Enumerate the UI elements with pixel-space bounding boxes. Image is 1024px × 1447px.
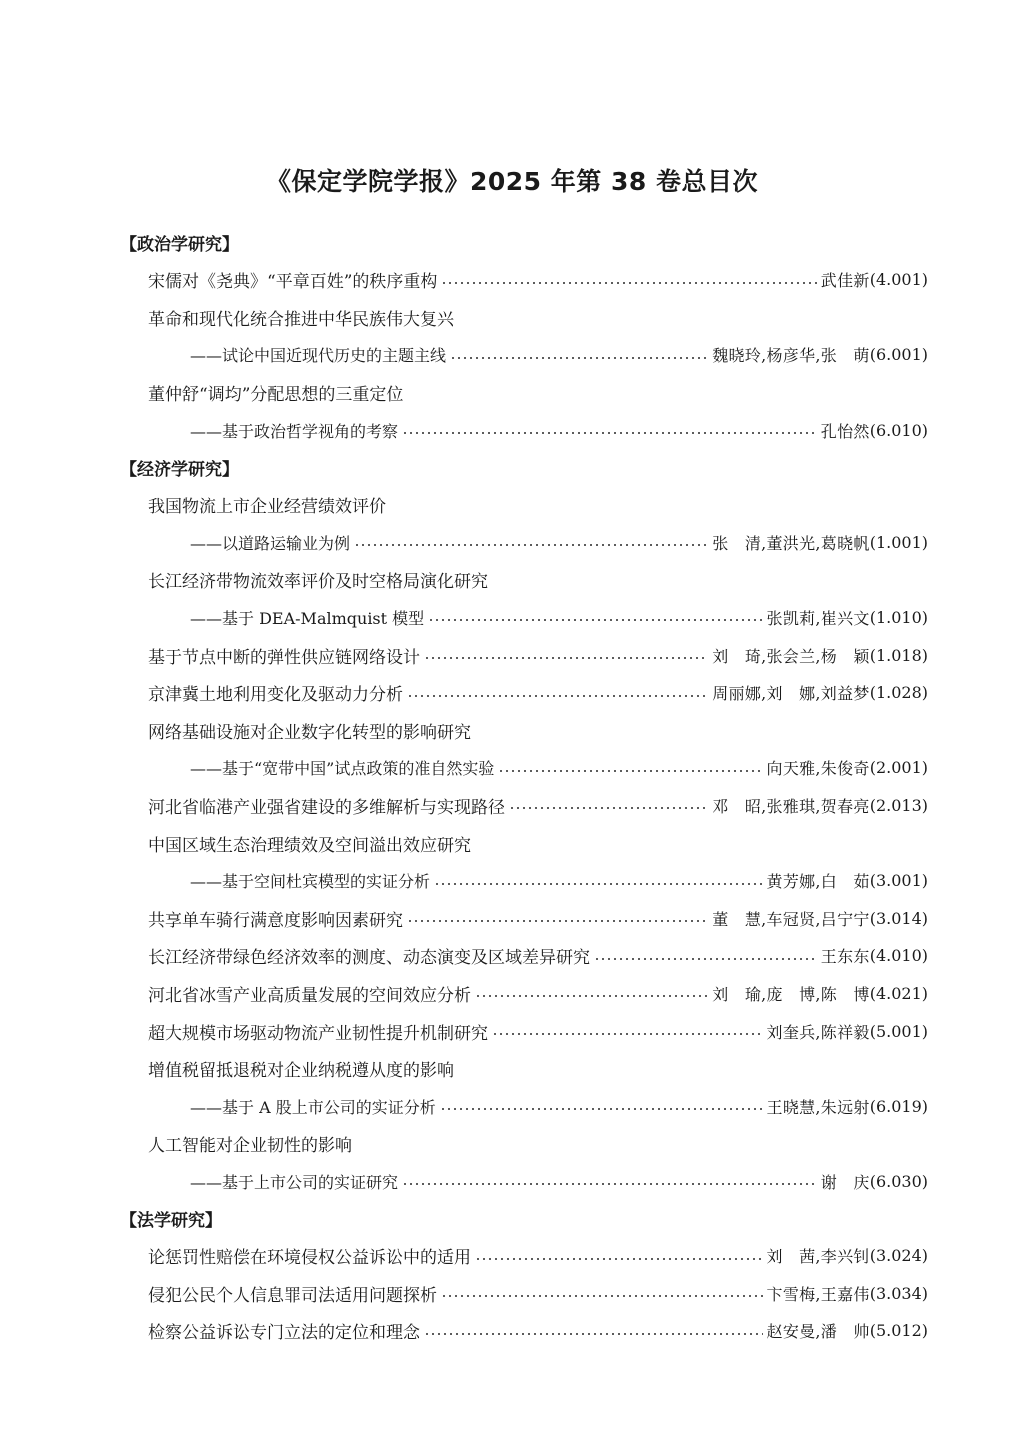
entry-page: (1.028) — [869, 683, 928, 703]
entry-title: 我国物流上市企业经营绩效评价 — [148, 497, 386, 518]
entry-page: (5.001) — [869, 1021, 928, 1041]
toc-entry[interactable] — [148, 1019, 928, 1043]
entry-page: (3.014) — [869, 908, 928, 928]
entry-page: (6.030) — [869, 1171, 928, 1191]
toc-entry-title — [148, 568, 928, 592]
toc-entry-title — [148, 718, 928, 742]
entry-title: 长江经济带物流效率评价及时空格局演化研究 — [148, 572, 488, 593]
entry-subtitle: ——基于“宽带中国”试点政策的准自然实验 — [190, 759, 495, 779]
entry-title: 宋儒对《尧典》“平章百姓”的秩序重构 — [148, 272, 438, 293]
dot-leader — [354, 544, 708, 546]
toc-entry[interactable] — [190, 756, 928, 780]
dot-leader — [509, 807, 708, 809]
toc-entry[interactable] — [148, 944, 928, 968]
toc-entry[interactable] — [190, 869, 928, 893]
toc-entry-title — [148, 380, 928, 404]
entry-title: 网络基础设施对企业数字化转型的影响研究 — [148, 722, 471, 743]
entry-authors: 张 清,董洪光,葛晓帆 — [712, 533, 870, 553]
entry-subtitle: ——基于政治哲学视角的考察 — [190, 421, 399, 441]
dot-leader — [424, 657, 708, 659]
dot-leader — [402, 432, 817, 434]
toc-entry[interactable] — [190, 1169, 928, 1193]
toc-entry[interactable] — [148, 793, 928, 817]
entry-page: (4.001) — [869, 270, 928, 290]
dot-leader — [475, 1258, 763, 1260]
entry-title: 侵犯公民个人信息罪司法适用问题探析 — [148, 1285, 437, 1306]
entry-subtitle: ——基于空间杜宾模型的实证分析 — [190, 872, 431, 892]
entry-page: (2.013) — [869, 795, 928, 815]
entry-page: (3.034) — [869, 1283, 928, 1303]
toc-entry[interactable] — [148, 643, 928, 667]
toc-entry-title — [148, 1132, 928, 1156]
toc-entry[interactable] — [148, 1319, 928, 1343]
entry-title: 河北省临港产业强省建设的多维解析与实现路径 — [148, 797, 505, 818]
entry-title: 增值税留抵退税对企业纳税遵从度的影响 — [148, 1061, 454, 1082]
entry-title: 长江经济带绿色经济效率的测度、动态演变及区域差异研究 — [148, 948, 590, 969]
entry-title: 革命和现代化统合推进中华民族伟大复兴 — [148, 309, 454, 330]
entry-subtitle: ——基于上市公司的实证研究 — [190, 1172, 399, 1192]
toc-entry[interactable] — [148, 1281, 928, 1305]
entry-authors: 刘 茜,李兴钊 — [766, 1247, 870, 1267]
dot-leader — [402, 1183, 817, 1185]
dot-leader — [434, 883, 763, 885]
entry-authors: 张凯莉,崔兴文 — [766, 608, 870, 628]
dot-leader — [407, 920, 708, 922]
entry-authors: 谢 庆 — [820, 1172, 870, 1192]
entry-page: (1.010) — [869, 607, 928, 627]
entry-page: (2.001) — [869, 758, 928, 778]
entry-page: (4.021) — [869, 983, 928, 1003]
dot-leader — [424, 1333, 763, 1335]
entry-title: 论惩罚性赔偿在环境侵权公益诉讼中的适用 — [148, 1248, 471, 1269]
dot-leader — [440, 1108, 763, 1110]
entry-authors: 刘 瑜,庞 博,陈 博 — [712, 984, 870, 1004]
entry-authors: 周丽娜,刘 娜,刘益梦 — [712, 684, 870, 704]
toc-entry-title — [148, 493, 928, 517]
dot-leader — [498, 770, 762, 772]
entry-title: 基于节点中断的弹性供应链网络设计 — [148, 647, 420, 668]
toc-entry[interactable] — [190, 418, 928, 442]
entry-authors: 孔怡然 — [820, 421, 870, 441]
entry-subtitle: ——以道路运输业为例 — [190, 533, 351, 553]
toc-entry-title — [148, 1057, 928, 1081]
toc-entry[interactable] — [148, 1244, 928, 1268]
toc-entry[interactable] — [190, 605, 928, 629]
section-heading: 【法学研究】 — [120, 1211, 222, 1231]
entry-authors: 邓 昭,张雅琪,贺春亮 — [712, 796, 870, 816]
entry-title: 河北省冰雪产业高质量发展的空间效应分析 — [148, 985, 471, 1006]
entry-page: (6.001) — [869, 345, 928, 365]
entry-title: 董仲舒“调均”分配思想的三重定位 — [148, 384, 404, 405]
entry-title: 超大规模市场驱动物流产业韧性提升机制研究 — [148, 1023, 488, 1044]
section-heading: 【经济学研究】 — [120, 460, 239, 480]
dot-leader — [441, 1295, 763, 1297]
entry-page: (1.018) — [869, 645, 928, 665]
entry-page: (5.012) — [869, 1321, 928, 1341]
toc-entry-title — [148, 831, 928, 855]
toc-entry[interactable] — [148, 906, 928, 930]
toc-entry[interactable] — [190, 530, 928, 554]
entry-authors: 王晓慧,朱远射 — [766, 1097, 870, 1117]
entry-authors: 董 慧,车冠贤,吕宁宁 — [712, 909, 870, 929]
toc-entry[interactable] — [148, 268, 928, 292]
entry-page: (3.024) — [869, 1246, 928, 1266]
entry-page: (1.001) — [869, 532, 928, 552]
entry-authors: 王东东 — [820, 947, 870, 967]
toc-entry[interactable] — [148, 681, 928, 705]
entry-subtitle: ——基于 DEA-Malmquist 模型 — [190, 608, 425, 628]
dot-leader — [492, 1033, 763, 1035]
entry-subtitle: ——基于 A 股上市公司的实证分析 — [190, 1097, 436, 1117]
entry-title: 检察公益诉讼专门立法的定位和理念 — [148, 1323, 420, 1344]
dot-leader — [428, 619, 762, 621]
entry-page: (6.019) — [869, 1096, 928, 1116]
dot-leader — [475, 995, 708, 997]
entry-title: 中国区域生态治理绩效及空间溢出效应研究 — [148, 835, 471, 856]
toc-entry[interactable] — [190, 1094, 928, 1118]
entry-authors: 刘奎兵,陈祥毅 — [766, 1022, 870, 1042]
entry-title: 人工智能对企业韧性的影响 — [148, 1136, 352, 1157]
entry-authors: 卞雪梅,王嘉伟 — [766, 1284, 870, 1304]
entry-page: (3.001) — [869, 871, 928, 891]
entry-authors: 武佳新 — [820, 271, 870, 291]
toc-entry[interactable] — [148, 981, 928, 1005]
entry-authors: 魏晓玲,杨彦华,张 萌 — [712, 346, 870, 366]
dot-leader — [594, 958, 817, 960]
page-title: 《保定学院学报》2025 年第 38 卷总目次 — [266, 167, 758, 196]
entry-subtitle: ——试论中国近现代历史的主题主线 — [190, 346, 447, 366]
entry-authors: 黄芳娜,白 茹 — [766, 872, 870, 892]
entry-authors: 赵安曼,潘 帅 — [766, 1322, 870, 1342]
entry-page: (4.010) — [869, 946, 928, 966]
entry-page: (6.010) — [869, 420, 928, 440]
entry-authors: 向天雅,朱俊奇 — [766, 759, 870, 779]
entry-authors: 刘 琦,张会兰,杨 颖 — [712, 646, 870, 666]
dot-leader — [450, 357, 708, 359]
dot-leader — [441, 282, 816, 284]
section-heading: 【政治学研究】 — [120, 235, 239, 255]
entry-title: 京津冀土地利用变化及驱动力分析 — [148, 685, 403, 706]
toc-entry-title — [148, 305, 928, 329]
toc-entry[interactable] — [190, 343, 928, 367]
entry-title: 共享单车骑行满意度影响因素研究 — [148, 910, 403, 931]
dot-leader — [407, 695, 708, 697]
